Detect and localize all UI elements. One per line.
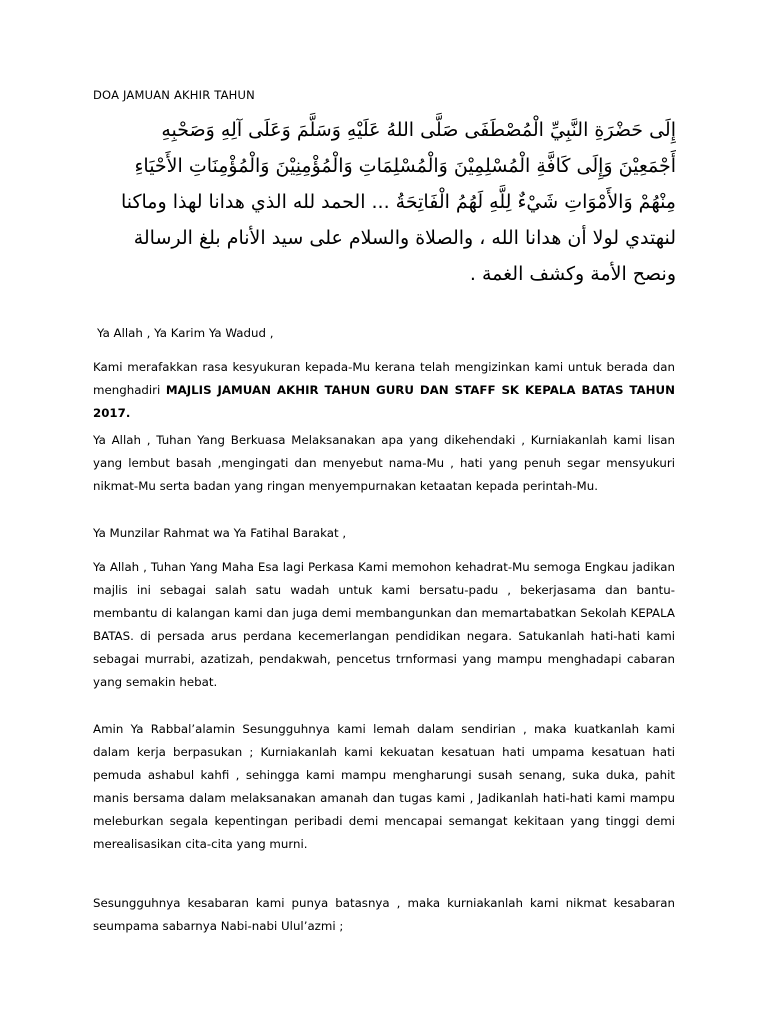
event-name: MAJLIS JAMUAN AKHIR TAHUN GURU DAN STAFF SK KEPALA BATAS TAHUN 2017. (93, 383, 675, 420)
paragraph-amin: Amin Ya Rabbal’alamin Sesungguhnya kami lemah dalam sendirian , maka kuatkanlah kami dalam kerja berpasukan ; Kurniakanlah kami kekuatan kesatuan hati umpama kesatuan hati pemuda ashabul kahfi , sehingga kami mampu mengharungi susah senang, suka duka, pahit manis bersama dalam melaksanakan amanah dan tugas kami , Jadikanlah hati-hati kami mampu meleburkan segala kepentingan peribadi demi mencapai semangat kekitaan yang tinggi demi merealisasikan cita-cita yang murni. (93, 722, 675, 851)
arabic-line: مِنْهُمْ وَالأَمْوَاتِ شَيْءٌ لِلَّهِ لَهُمُ الْفَاتِحَةُ ... الحمد لله الذي هدانا لهذا وماكنا (120, 191, 676, 213)
arabic-line: أَجْمَعِيْنَ وَإِلَى كَافَّةِ الْمُسْلِمِيْنَ وَالْمُسْلِمَاتِ وَالْمُؤْمِنِيْنَ وَالْمُؤْمِنَاتِ الأَحْيَاءِ (134, 155, 676, 177)
arabic-line: إِلَى حَضْرَةِ النَّبِيِّ الْمُصْطَفَى صَلَّى اللهُ عَلَيْهِ وَسَلَّمَ وَعَلَى آلِهِ وَصَحْبِهِ (161, 119, 676, 141)
paragraph-kesabaran: Sesungguhnya kesabaran kami punya batasnya , maka kurniakanlah kami nikmat kesabaran seumpama sabarnya Nabi-nabi Ulul’azmi ; (93, 896, 675, 933)
arabic-prayer (88, 112, 676, 292)
invocation-ya-allah: Ya Allah , Ya Karim Ya Wadud , (97, 326, 274, 340)
arabic-line: لنهتدي لولا أن هدانا الله ، والصلاة والسلام على سيد الأنام بلغ الرسالة (133, 227, 676, 249)
paragraph-ya-allah-2: Ya Allah , Tuhan Yang Maha Esa lagi Perkasa Kami memohon kehadrat-Mu semoga Engkau jadikan majlis ini sebagai salah satu wadah untuk kami bersatu-padu , bekerjasama dan bantu-membantu di kalangan kami dan juga demi membangunkan dan memartabatkan Sekolah KEPALA BATAS. di persada arus perdana kecemerlangan pendidikan negara. Satukanlah hati-hati kami sebagai murrabi, azatizah, pendakwah, pencetus trnformasi yang mampu menghadapi cabaran yang semakin hebat. (93, 560, 675, 689)
invocation-munzilar: Ya Munzilar Rahmat wa Ya Fatihal Barakat , (93, 526, 347, 540)
paragraph-text: Kami merafakkan rasa kesyukuran kepada-Mu kerana telah mengizinkan kami untuk berada dan menghadiri (93, 360, 675, 397)
arabic-line: ونصح الأمة وكشف الغمة . (469, 263, 676, 285)
paragraph-ya-allah-1: Ya Allah , Tuhan Yang Berkuasa Melaksanakan apa yang dikehendaki , Kurniakanlah kami lisan yang lembut basah ,mengingati dan menyebut nama-Mu , hati yang penuh segar mensyukuri nikmat-Mu serta badan yang ringan menyempurnakan ketaatan kepada perintah-Mu. (93, 433, 675, 493)
paragraph-gratitude (93, 356, 675, 425)
document-title: DOA JAMUAN AKHIR TAHUN (93, 88, 255, 102)
